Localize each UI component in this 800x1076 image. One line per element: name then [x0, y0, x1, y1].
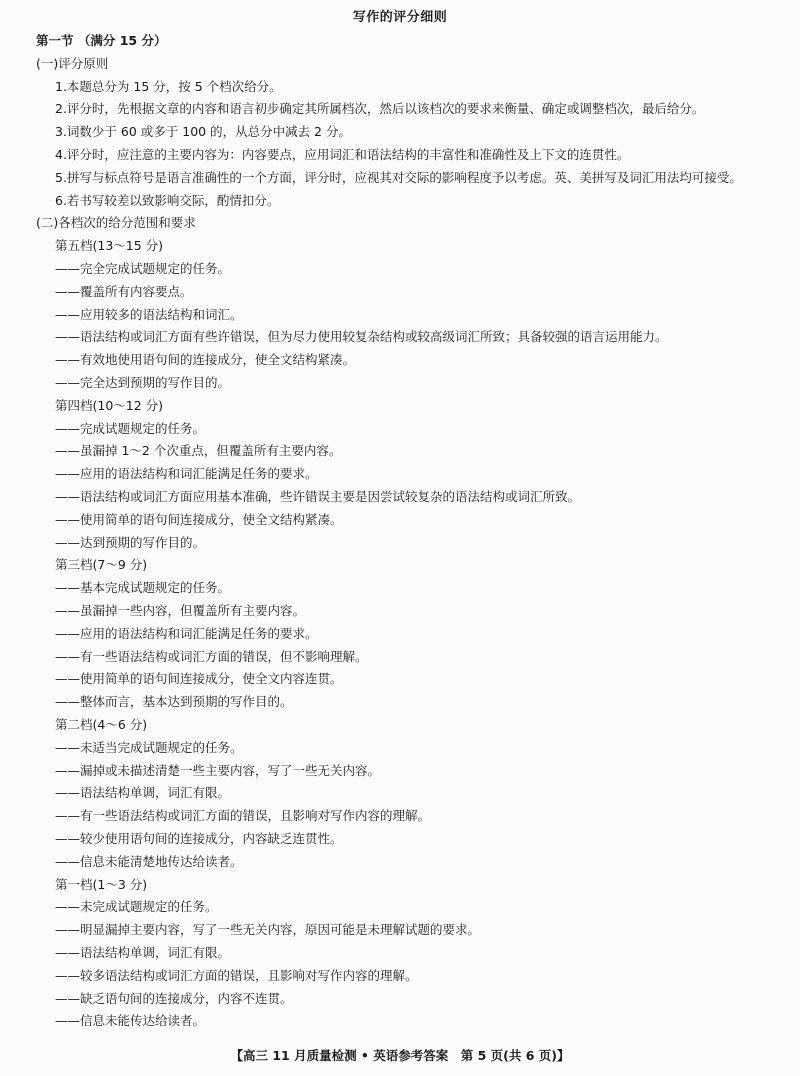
text-line: ——应用的语法结构和词汇能满足任务的要求。	[55, 466, 318, 482]
text-line: ——漏掉或未描述清楚一些主要内容，写了一些无关内容。	[55, 762, 381, 778]
text-line: ——完全达到预期的写作目的。	[55, 375, 231, 390]
text-line: ——覆盖所有内容要点。	[55, 283, 193, 299]
text-line: ——未完成试题规定的任务。	[55, 899, 218, 915]
text-line: ——完全完成试题规定的任务。	[55, 261, 231, 276]
text-line: ——未适当完成试题规定的任务。	[55, 739, 243, 755]
text-line: 第二档(4～6 分)	[55, 717, 148, 732]
text-line: ——较多语法结构或词汇方面的错误，且影响对写作内容的理解。	[55, 967, 418, 983]
text-line: ——使用简单的语句间连接成分，使全文结构紧凑。	[55, 511, 343, 527]
text-line: ——明显漏掉主要内容，写了一些无关内容，原因可能是未理解试题的要求。	[55, 922, 481, 938]
text-line: ——语法结构单调，词汇有限。	[55, 785, 231, 801]
text-line: ——虽漏掉 1～2 个次重点，但覆盖所有主要内容。	[55, 443, 342, 459]
text-line: ——较少使用语句间的连接成分，内容缺乏连贯性。	[55, 831, 343, 846]
text-line: ——语法结构或词汇方面有些许错误，但为尽力使用较复杂结构或较高级词汇所致；具备较强的语言运用能力。	[55, 329, 668, 345]
text-line: ——虽漏掉一些内容，但覆盖所有主要内容。	[55, 603, 306, 618]
text-line: 3.词数少于 60 或多于 100 的，从总分中减去 2 分。	[55, 124, 351, 140]
text-line: 5.拼写与标点符号是语言准确性的一个方面，评分时，应视其对交际的影响程度予以考虑。英、美拼写及词汇用法均可接受。	[55, 169, 742, 185]
text-line: 2.评分时，先根据文章的内容和语言初步确定其所属档次，然后以该档次的要求来衡量、确定或调整档次，最后给分。	[55, 101, 705, 117]
text-line: ——信息未能传达给读者。	[55, 1013, 206, 1029]
text-line: 第一档(1～3 分)	[55, 876, 148, 892]
text-line: 4.评分时，应注意的主要内容为：内容要点，应用词汇和语法结构的丰富性和准确性及上下文的连贯性。	[55, 147, 630, 162]
text-line: 6.若书写较差以致影响交际，酌情扣分。	[55, 192, 280, 208]
text-line: ——有一些语法结构或词汇方面的错误，但不影响理解。	[55, 648, 368, 664]
section-heading: 第一节 （满分 15 分）	[36, 33, 167, 48]
text-line: ——应用的语法结构和词汇能满足任务的要求。	[55, 625, 318, 641]
text-line: ——信息未能清楚地传达给读者。	[55, 853, 243, 869]
text-line: 第三档(7～9 分)	[55, 557, 148, 573]
text-line: ——整体而言，基本达到预期的写作目的。	[55, 694, 293, 710]
page-footer: 【高三 11 月质量检测 • 英语参考答案 第 5 页(共 6 页)】	[230, 1048, 570, 1063]
text-line: ——完成试题规定的任务。	[55, 420, 206, 436]
text-line: ——有效地使用语句间的连接成分，使全文结构紧凑。	[55, 352, 356, 368]
text-line: ——语法结构或词汇方面应用基本准确，些许错误主要是因尝试较复杂的语法结构或词汇所致。	[55, 489, 581, 504]
page-title: 写作的评分细则	[352, 10, 448, 25]
text-line: 第五档(13～15 分)	[55, 238, 164, 254]
text-line: (二)各档次的给分范围和要求	[36, 215, 196, 231]
text-line: (一)评分原则	[36, 55, 109, 71]
text-line: ——基本完成试题规定的任务。	[55, 580, 231, 596]
text-line: ——使用简单的语句间连接成分，使全文内容连贯。	[55, 671, 343, 687]
text-line: ——有一些语法结构或词汇方面的错误，且影响对写作内容的理解。	[55, 808, 431, 824]
text-line: 第四档(10～12 分)	[55, 397, 164, 413]
text-line: ——缺乏语句间的连接成分，内容不连贯。	[55, 990, 293, 1006]
text-line: ——语法结构单调，词汇有限。	[55, 945, 231, 960]
text-line: ——达到预期的写作目的。	[55, 534, 206, 550]
text-line: 1.本题总分为 15 分，按 5 个档次给分。	[55, 78, 282, 94]
text-line: ——应用较多的语法结构和词汇。	[55, 306, 243, 322]
